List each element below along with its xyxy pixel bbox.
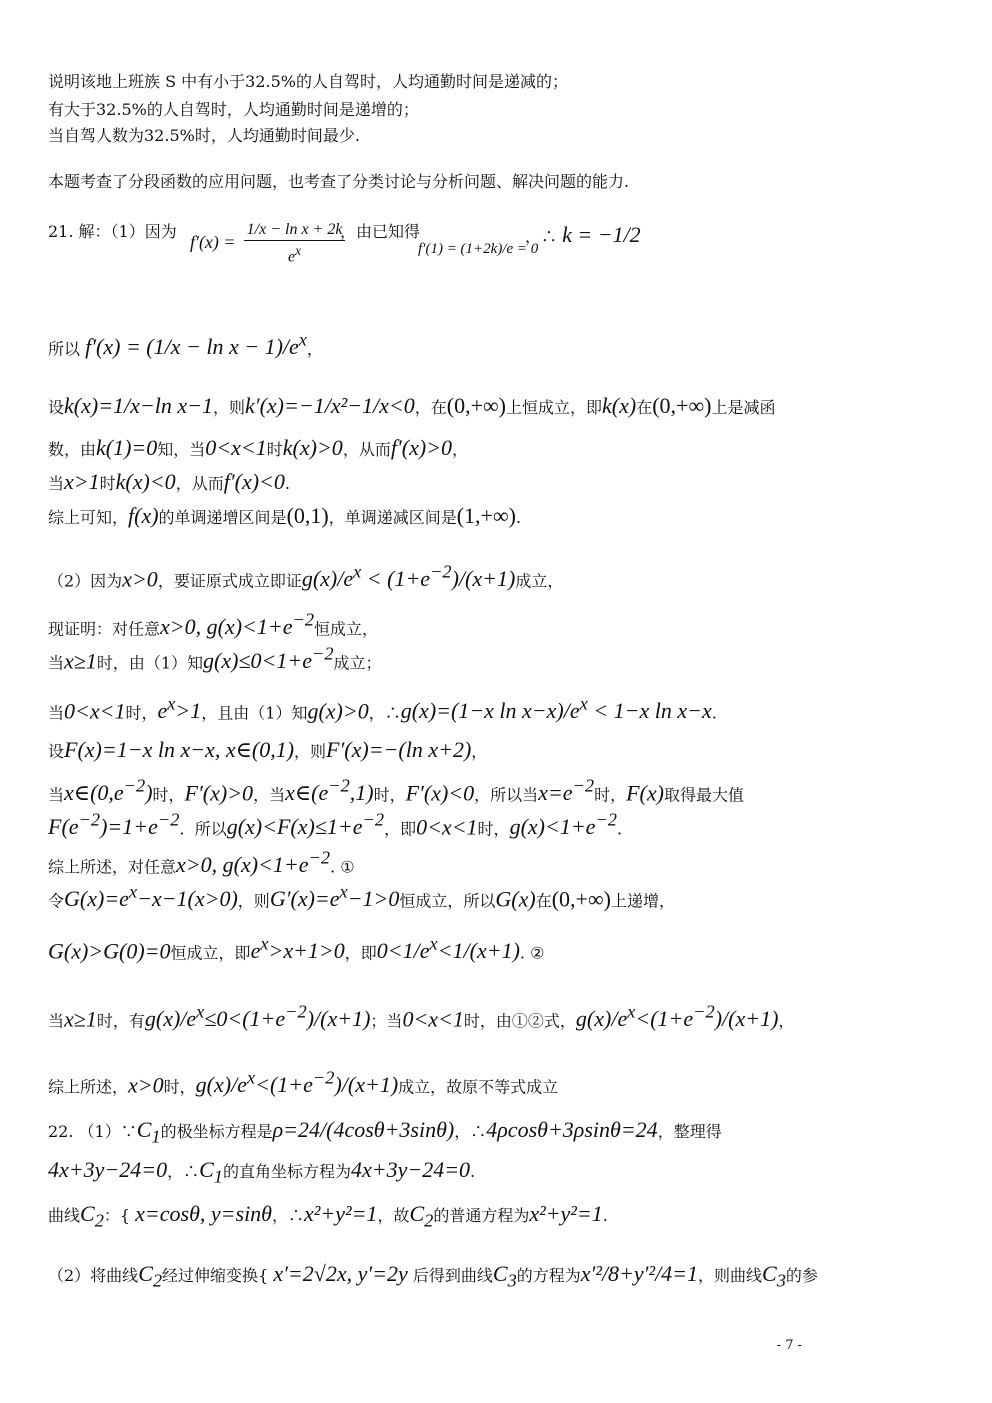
text-line — [48, 72, 568, 92]
text-line: 22. $(1)\because C_1$的极坐标方程是ρ=24/(4cosθ+3sinθ)，∴4ρcosθ+3ρsinθ=24，整理得 — [48, 1117, 722, 1147]
text-line — [48, 126, 360, 146]
text: 本题考查了分段函数的应用问题，也考查了分类讨论与分析问题、解决问题的能力. — [48, 172, 630, 191]
text-line: 令$G(x)=e^x-x-1(x>0)$，则$G'(x)=e^x-1>0$恒成立，所以G(x)在(0,+∞)上递增， — [48, 882, 675, 912]
text-line: （2）将曲线$C_2$经过伸缩变换{ x′=2√2x, y′=2y 后得到曲线$C_3$的方程为x′²/8+y′²/4=1，则曲线$C_3$的参 — [48, 1261, 818, 1291]
text-line: 当$x\in(0,e^{-2})$时，F′(x)>0，当$x\in(e^{-2},1)$时，F′(x)<0，所以当$x=e^{-2}$时，F(x)取得最大值 — [48, 776, 744, 806]
text-line: 综上所述，x>0时，$g(x)/e^x<(1+e^{-2})/(x+1)$成立，故原不等式成立 — [48, 1068, 559, 1098]
text-line: 当x≥1时，有$g(x)/e^x\le 0<(1+e^{-2})/(x+1)$；当0<x<1时，由①②式，$g(x)/e^x<(1+e^{-2})/(x+1)$， — [48, 1002, 795, 1032]
text-line — [48, 172, 629, 192]
text: 说明该地上班族 S 中有小于32.5%的人自驾时，人均通勤时间是递减的； — [48, 72, 568, 91]
text-line: 设k(x)=1/x−ln x−1，则k′(x)=−1/x²−1/x<0，在(0,+∞)上恒成立，即k(x)在(0,+∞)上是减函 — [48, 393, 776, 418]
text-line: 当0<x<1时，$e^x>1$，且由（1）知g(x)>0，∴g(x)=(1−x $\ln x-x)/e^x < 1-x$ ln x−x. — [48, 694, 717, 724]
text: 21. 解：（1）因为 — [48, 222, 177, 241]
text-line: 综上可知，f(x)的单调递增区间是(0,1)，单调递减区间是(1,+∞). — [48, 503, 522, 528]
text-line: 现证明：对任意x>0, $g(x)<1+e^{-2}$恒成立， — [48, 610, 379, 640]
text: ，∴ k = −1/2 — [525, 222, 641, 247]
text: 当自驾人数为32.5%时，人均通勤时间最少. — [48, 126, 360, 145]
text: 所以 — [48, 339, 81, 359]
formula: f′(x) = $\frac{\text{1/x − ln x + 2k}}{e^x}$ — [190, 220, 348, 267]
text-line: G(x)>G(0)=0恒成立，即$e^x>x+1>0$，即$0<1/e^x<1/(x+1)$. ② — [48, 934, 545, 964]
text-line: 4x+3y−24=0，$\therefore C_1$的直角坐标方程为4x+3y−24=0. — [48, 1157, 476, 1187]
text-line: 所以 $f'(x) = (1/x - \ln x - 1)/e^x$， — [48, 330, 323, 360]
text-line: （2）因为x>0，要证原式成立即证$g(x)/e^x < (1+e^{-2})/(x+1)$成立， — [48, 562, 564, 592]
page-number: - 7 - — [776, 1338, 802, 1353]
text-line: 当x≥1时，由（1）知$g(x)\le 0<1+e^{-2}$成立； — [48, 644, 382, 674]
formula: f′(1) = (1+2k)/e = 0 — [418, 241, 539, 257]
text-line: 曲线$C_2$：{ x=cosθ, y=sinθ，∴x²+y²=1，故$C_2$的普通方程为x²+y²=1. — [48, 1201, 608, 1231]
text: ，由已知得 — [340, 222, 421, 241]
text-line: 当x>1时k(x)<0，从而f′(x)<0. — [48, 469, 290, 494]
problem-21-intro — [48, 222, 177, 242]
text-line: 综上所述，对任意x>0, $g(x)<1+e^{-2}$. ① — [48, 848, 355, 878]
text-line: 设F(x)=1−x ln x−x, x∈(0,1)，则F′(x)=−(ln x+2)， — [48, 737, 488, 762]
text-line: $F(e^{-2})=1+e^{-2}$. 所以$g(x)<F(x)\le 1+e^{-2}$，即0<x<1时，$g(x)<1+e^{-2}$. — [48, 810, 623, 840]
text-line: 数，由k(1)=0知，当0<x<1时k(x)>0，从而f′(x)>0， — [48, 435, 469, 460]
text: 有大于32.5%的人自驾时，人均通勤时间是递增的； — [48, 100, 419, 119]
text-line — [48, 100, 419, 120]
